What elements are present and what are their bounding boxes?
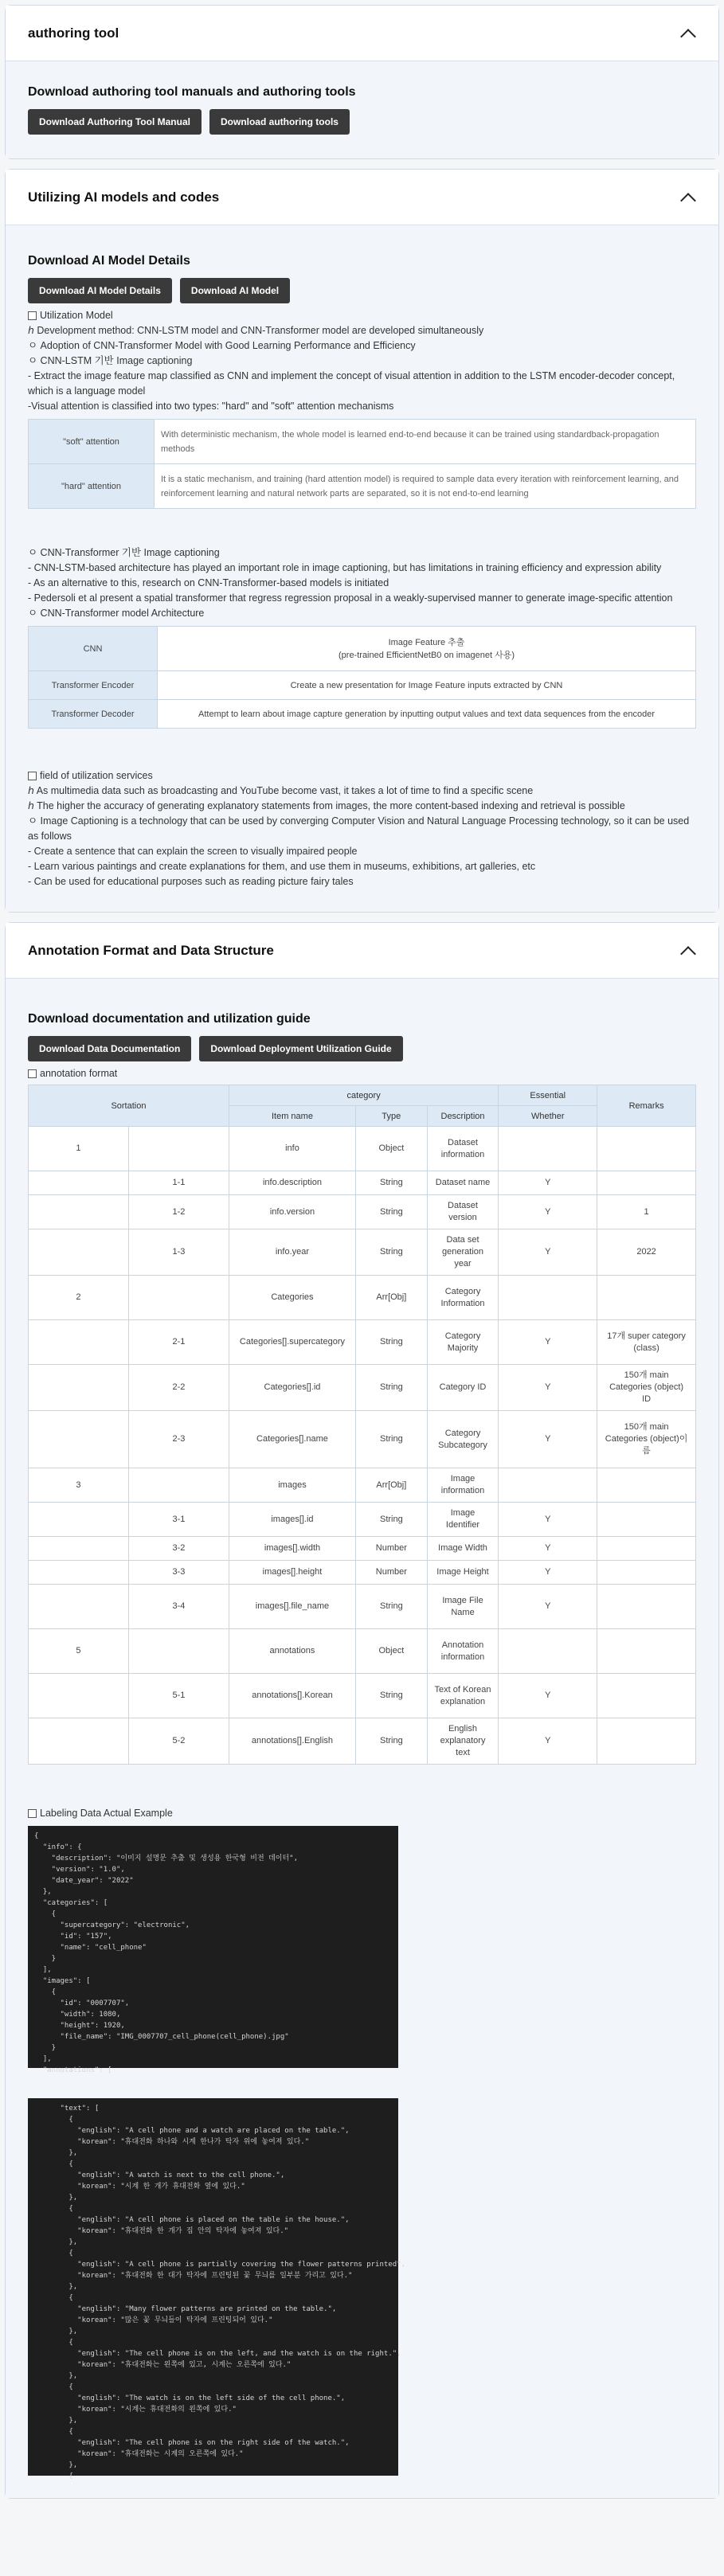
description-cell: Data set generation year (427, 1229, 499, 1276)
essential-cell: Y (499, 1195, 597, 1229)
type-cell: String (356, 1365, 428, 1411)
remarks-cell: 150개 main Categories (object) ID (597, 1365, 696, 1411)
code-line: }, (34, 2328, 78, 2336)
table-row (29, 1561, 696, 1585)
item-name-cell: annotations (229, 1629, 355, 1674)
section-heading: Download authoring tool manuals and authoring tools (28, 85, 356, 99)
description-cell: English explanatory text (427, 1718, 499, 1765)
item-name-cell: info.description (229, 1171, 355, 1195)
download-manual-button[interactable]: Download Authoring Tool Manual (28, 109, 202, 135)
header-category: category (229, 1085, 498, 1106)
description-cell: Dataset version (427, 1195, 499, 1229)
sortation-cell: 3 (29, 1468, 129, 1503)
arch-value-line: (pre-trained EfficientNetB0 on imagenet 사용) (339, 650, 515, 660)
text-line: - Create a sentence that can explain the screen to visually impaired people (28, 846, 358, 857)
table-row (29, 1276, 696, 1320)
download-model-button[interactable]: Download AI Model (180, 278, 290, 303)
essential-cell: Y (499, 1503, 597, 1537)
essential-cell: Y (499, 1718, 597, 1765)
sub-sortation-cell (128, 1629, 229, 1674)
table-row (29, 700, 696, 729)
essential-cell (499, 1127, 597, 1171)
section-heading: Download AI Model Details (28, 254, 190, 268)
sortation-cell: 1 (29, 1127, 129, 1171)
chevron-up-icon[interactable] (679, 189, 697, 206)
remarks-cell (597, 1585, 696, 1629)
code-line: "images": [ (34, 1977, 91, 1985)
header-item-name: Item name (229, 1106, 355, 1127)
code-line: "english": "A cell phone is partially covering the flower patterns printed", (34, 2261, 405, 2269)
code-line: "categories": [ (34, 1899, 108, 1907)
section-title: authoring tool (28, 25, 119, 41)
code-line: "supercategory": "electronic", (34, 1921, 190, 1929)
chevron-up-icon[interactable] (679, 942, 697, 960)
description-cell: Category Information (427, 1276, 499, 1320)
text-line: ℎ Development method: CNN-LSTM model and CNN-Transformer model are developed simultaneously (28, 325, 484, 336)
sub-sortation-cell (128, 1468, 229, 1503)
sub-sortation-cell: 3-4 (128, 1585, 229, 1629)
item-name-cell: images[].height (229, 1561, 355, 1585)
attention-label: "soft" attention (29, 420, 155, 464)
code-line: }, (34, 1888, 52, 1896)
description-cell: Category ID (427, 1365, 499, 1411)
code-line: { (34, 1910, 57, 1918)
table-row (29, 464, 696, 509)
sub-sortation-cell: 1-3 (128, 1229, 229, 1276)
code-line: { (34, 2205, 73, 2213)
code-line: "korean": "시계는 휴대전화의 왼쪽에 있다." (34, 2406, 237, 2414)
item-name-cell: Categories[].id (229, 1365, 355, 1411)
code-line: { (34, 2116, 73, 2124)
section-header[interactable] (6, 6, 718, 61)
description-cell: Image information (427, 1468, 499, 1503)
section-header[interactable] (6, 923, 718, 979)
remarks-cell: 17개 super category (class) (597, 1320, 696, 1365)
sortation-cell (29, 1585, 129, 1629)
code-line: { (34, 1832, 39, 1840)
table-row (29, 1127, 696, 1171)
chevron-up-icon[interactable] (679, 25, 697, 42)
sortation-cell (29, 1171, 129, 1195)
sortation-cell (29, 1229, 129, 1276)
arch-label: Transformer Decoder (29, 700, 158, 729)
download-documentation-button[interactable]: Download Data Documentation (28, 1036, 191, 1061)
code-block (28, 2098, 405, 2480)
item-name-cell: Categories[].name (229, 1411, 355, 1468)
code-line: "id": "157", (34, 1933, 112, 1941)
type-cell: String (356, 1585, 428, 1629)
attention-value: With deterministic mechanism, the whole model is learned end-to-end because it can be trained using standardback-propagation methods (155, 420, 696, 464)
code-line: "english": "A watch is next to the cell phone.", (34, 2171, 285, 2179)
text-line: ㅇ CNN-Transformer model Architecture (28, 608, 205, 619)
checkbox[interactable] (28, 1069, 37, 1078)
code-line: "korean": "휴대전화 하나와 시계 한나가 탁자 위에 놓여져 있다." (34, 2138, 310, 2146)
code-line: }, (34, 2283, 78, 2291)
sortation-cell (29, 1195, 129, 1229)
header-type: Type (356, 1106, 428, 1127)
authoring-tool-section (5, 5, 719, 159)
code-line: "id": "0007707", (34, 1999, 130, 2007)
section-header[interactable] (6, 170, 718, 225)
download-tools-button[interactable]: Download authoring tools (209, 109, 350, 135)
code-line: }, (34, 2372, 78, 2380)
essential-cell: Y (499, 1171, 597, 1195)
item-name-cell: Categories[].supercategory (229, 1320, 355, 1365)
type-cell: String (356, 1195, 428, 1229)
item-name-cell: info.year (229, 1229, 355, 1276)
code-line: "korean": "휴대전화는 시계의 오른쪽에 있다." (34, 2450, 244, 2458)
code-line: "english": "The cell phone is on the left, and the watch is on the right.", (34, 2350, 401, 2358)
item-name-cell: annotations[].Korean (229, 1674, 355, 1718)
remarks-cell (597, 1276, 696, 1320)
header-whether: Whether (499, 1106, 597, 1127)
download-model-details-button[interactable]: Download AI Model Details (28, 278, 172, 303)
remarks-cell (597, 1561, 696, 1585)
utilization-model-checkbox-row[interactable] (28, 308, 696, 323)
sub-sortation-cell: 5-2 (128, 1718, 229, 1765)
code-line: "korean": "휴대전화 한 대가 탁자에 프린팅된 꽃 무늬를 일부분 가리고 있다." (34, 2272, 353, 2280)
description-cell: Image File Name (427, 1585, 499, 1629)
description-cell: Dataset name (427, 1171, 499, 1195)
table-row (29, 1229, 696, 1276)
sub-sortation-cell (128, 1127, 229, 1171)
text-line: - Learn various paintings and create explanations for them, and use them in museums, exhibitions, art galleries, etc (28, 861, 536, 872)
code-line: "info": { (34, 1843, 82, 1851)
code-line: "file_name": "IMG_0007707_cell_phone(cell_phone).jpg" (34, 2033, 289, 2041)
table-row (29, 1320, 696, 1365)
essential-cell: Y (499, 1585, 597, 1629)
type-cell: String (356, 1674, 428, 1718)
attention-value: It is a static mechanism, and training (hard attention model) is required to sample data every iteration with reinforcement learning, and reinforcement learning and natural network parts are separated, so it is not end-to-end learning (155, 464, 696, 509)
remarks-cell (597, 1503, 696, 1537)
sortation-cell (29, 1718, 129, 1765)
essential-cell (499, 1629, 597, 1674)
text-line: - Extract the image feature map classified as CNN and implement the concept of visual attention in addition to the LSTM encoder-decoder concept, which is a language model (28, 370, 675, 397)
essential-cell: Y (499, 1229, 597, 1276)
type-cell: Object (356, 1127, 428, 1171)
code-line: "text": [ (34, 2105, 100, 2113)
code-line: { (34, 2472, 73, 2480)
annotation-format-section (5, 922, 719, 2499)
text-line: ㅇ CNN-LSTM 기반 Image captioning (28, 355, 193, 366)
text-line: ℎ The higher the accuracy of generating explanatory statements from images, the more content-based indexing and retrieval is possible (28, 800, 625, 811)
sortation-cell: 5 (29, 1629, 129, 1674)
arch-value: Create a new presentation for Image Feature inputs extracted by CNN (158, 671, 696, 700)
code-line: "annotations": [ (34, 2066, 112, 2074)
sub-sortation-cell: 3-2 (128, 1537, 229, 1561)
type-cell: Number (356, 1561, 428, 1585)
code-line: }, (34, 2149, 78, 2157)
remarks-cell (597, 1718, 696, 1765)
description-cell: Dataset information (427, 1127, 499, 1171)
architecture-table (28, 626, 696, 729)
table-row (29, 1629, 696, 1674)
essential-cell: Y (499, 1365, 597, 1411)
item-name-cell: annotations[].English (229, 1718, 355, 1765)
attention-label: "hard" attention (29, 464, 155, 509)
essential-cell: Y (499, 1561, 597, 1585)
sub-sortation-cell: 2-2 (128, 1365, 229, 1411)
description-cell: Image Identifier (427, 1503, 499, 1537)
text-line: - As an alternative to this, research on CNN-Transformer-based models is initiated (28, 577, 389, 588)
code-line: "name": "cell_phone" (34, 1944, 147, 1952)
section-heading: Download documentation and utilization guide (28, 1012, 311, 1026)
sub-sortation-cell: 2-3 (128, 1411, 229, 1468)
code-line: "korean": "시계 한 개가 휴대전화 옆에 있다." (34, 2183, 245, 2191)
essential-cell: Y (499, 1411, 597, 1468)
sub-sortation-cell: 2-1 (128, 1320, 229, 1365)
checkbox-label: Utilization Model (40, 310, 113, 321)
item-name-cell: images[].file_name (229, 1585, 355, 1629)
code-line: "korean": "많은 꽃 무늬들이 탁자에 프린팅되어 있다." (34, 2316, 273, 2324)
code-line: } (34, 1955, 57, 1963)
code-line: }, (34, 2194, 78, 2202)
type-cell: Number (356, 1537, 428, 1561)
table-row (29, 1411, 696, 1468)
code-line: "korean": "휴대전화 한 개가 집 안의 탁자에 놓여져 있다." (34, 2227, 289, 2235)
text-line: ℎ As multimedia data such as broadcasting and YouTube become vast, it takes a lot of time to find a specific scene (28, 785, 534, 796)
text-line: ㅇ CNN-Transformer 기반 Image captioning (28, 547, 220, 558)
sortation-cell (29, 1411, 129, 1468)
code-line: "width": 1080, (34, 2011, 121, 2019)
text-line: -Visual attention is classified into two types: "hard" and "soft" attention mechanisms (28, 401, 394, 412)
arch-value (158, 627, 696, 671)
utilization-description (28, 784, 696, 889)
description-cell: Text of Korean explanation (427, 1674, 499, 1718)
table-row (29, 420, 696, 464)
checkbox[interactable] (28, 772, 37, 780)
header-remarks: Remarks (597, 1085, 696, 1127)
transformer-description (28, 545, 696, 621)
sortation-cell (29, 1365, 129, 1411)
code-line: "english": "A cell phone is placed on the table in the house.", (34, 2216, 350, 2224)
sub-sortation-cell: 5-1 (128, 1674, 229, 1718)
code-line: }, (34, 2238, 78, 2246)
essential-cell (499, 1276, 597, 1320)
remarks-cell: 2022 (597, 1229, 696, 1276)
model-description (28, 323, 696, 414)
item-name-cell: info (229, 1127, 355, 1171)
remarks-cell (597, 1127, 696, 1171)
code-line: { (34, 2339, 73, 2347)
labeling-example-checkbox-row[interactable] (28, 1806, 696, 1821)
code-block (28, 1826, 398, 2074)
header-sortation: Sortation (29, 1085, 229, 1127)
code-line: { (34, 1988, 57, 1996)
table-row (29, 627, 696, 671)
arch-value: Attempt to learn about image capture generation by inputting output values and text data sequences from the encoder (158, 700, 696, 729)
code-line: "english": "The cell phone is on the right side of the watch.", (34, 2439, 350, 2447)
essential-cell (499, 1468, 597, 1503)
remarks-cell (597, 1629, 696, 1674)
remarks-cell: 1 (597, 1195, 696, 1229)
text-line: ㅇ Image Captioning is a technology that can be used by converging Computer Vision and Natural Language Processing technology, so it can be used as follows (28, 815, 690, 842)
description-cell: Category Majority (427, 1320, 499, 1365)
remarks-cell (597, 1171, 696, 1195)
code-line: } (34, 2044, 57, 2052)
section-title: Utilizing AI models and codes (28, 189, 220, 205)
checkbox-label: field of utilization services (40, 770, 153, 781)
code-line: }, (34, 2417, 78, 2425)
code-line: ], (34, 1966, 52, 1974)
arch-label: CNN (29, 627, 158, 671)
type-cell: String (356, 1229, 428, 1276)
arch-value-line: Image Feature 추출 (388, 637, 465, 647)
code-line: { (34, 2294, 73, 2302)
table-row (29, 1585, 696, 1629)
table-row (29, 1537, 696, 1561)
text-line: - CNN-LSTM-based architecture has played an important role in image captioning, but has limitations in training efficiency and expression ability (28, 562, 662, 573)
remarks-cell (597, 1468, 696, 1503)
essential-cell: Y (499, 1320, 597, 1365)
annotation-format-checkbox-row[interactable] (28, 1066, 696, 1081)
code-line: "english": "A cell phone and a watch are placed on the table.", (34, 2127, 350, 2135)
table-row (29, 1365, 696, 1411)
sortation-cell (29, 1561, 129, 1585)
sortation-cell (29, 1537, 129, 1561)
code-line: "date_year": "2022" (34, 1877, 134, 1885)
code-line: }, (34, 2461, 78, 2469)
sortation-cell (29, 1503, 129, 1537)
text-line: - Can be used for educational purposes such as reading picture fairy tales (28, 876, 354, 887)
download-guide-button[interactable]: Download Deployment Utilization Guide (199, 1036, 402, 1061)
type-cell: String (356, 1411, 428, 1468)
code-line: "english": "The watch is on the left side of the cell phone.", (34, 2394, 346, 2402)
type-cell: Object (356, 1629, 428, 1674)
section-title: Annotation Format and Data Structure (28, 942, 274, 958)
sub-sortation-cell (128, 1276, 229, 1320)
type-cell: String (356, 1718, 428, 1765)
table-row (29, 671, 696, 700)
header-essential: Essential (499, 1085, 597, 1106)
checkbox[interactable] (28, 1809, 37, 1818)
sortation-cell (29, 1674, 129, 1718)
code-line: "korean": "휴대전화는 왼쪽에 있고, 시계는 오른쪽에 있다." (34, 2361, 292, 2369)
attention-table (28, 419, 696, 509)
table-row (29, 1171, 696, 1195)
item-name-cell: images[].width (229, 1537, 355, 1561)
table-row (29, 1674, 696, 1718)
remarks-cell (597, 1674, 696, 1718)
sortation-cell (29, 1320, 129, 1365)
type-cell: String (356, 1320, 428, 1365)
sub-sortation-cell: 1-2 (128, 1195, 229, 1229)
table-row (29, 1468, 696, 1503)
code-line: "height": 1920, (34, 2022, 125, 2030)
code-line: ], (34, 2055, 52, 2063)
type-cell: Arr[Obj] (356, 1276, 428, 1320)
annotation-format-table (28, 1085, 696, 1765)
essential-cell: Y (499, 1537, 597, 1561)
table-header-row (29, 1085, 696, 1106)
ai-models-section (5, 169, 719, 913)
description-cell: Image Width (427, 1537, 499, 1561)
sub-sortation-cell: 1-1 (128, 1171, 229, 1195)
essential-cell: Y (499, 1674, 597, 1718)
item-name-cell: images[].id (229, 1503, 355, 1537)
code-line: "english": "Many flower patterns are printed on the table.", (34, 2305, 337, 2313)
utilization-field-checkbox-row[interactable] (28, 768, 696, 784)
type-cell: String (356, 1503, 428, 1537)
item-name-cell: images (229, 1468, 355, 1503)
description-cell: Annotation information (427, 1629, 499, 1674)
table-row (29, 1718, 696, 1765)
sub-sortation-cell: 3-3 (128, 1561, 229, 1585)
remarks-cell (597, 1537, 696, 1561)
sub-sortation-cell: 3-1 (128, 1503, 229, 1537)
sortation-cell: 2 (29, 1276, 129, 1320)
item-name-cell: info.version (229, 1195, 355, 1229)
code-line: "version": "1.0", (34, 1866, 125, 1874)
checkbox-label: Labeling Data Actual Example (40, 1808, 173, 1819)
checkbox-label: annotation format (40, 1068, 118, 1079)
remarks-cell: 150개 main Categories (object)이름 (597, 1411, 696, 1468)
code-line: "description": "이미지 설명문 추출 및 생성용 한국형 비전 데이터", (34, 1855, 299, 1863)
checkbox[interactable] (28, 311, 37, 320)
table-row (29, 1503, 696, 1537)
type-cell: Arr[Obj] (356, 1468, 428, 1503)
description-cell: Category Subcategory (427, 1411, 499, 1468)
code-line: { (34, 2428, 73, 2436)
description-cell: Image Height (427, 1561, 499, 1585)
header-description: Description (427, 1106, 499, 1127)
text-line: - Pedersoli et al present a spatial transformer that regress regression proposal in a weakly-supervised manner to generate image-specific attention (28, 592, 673, 604)
item-name-cell: Categories (229, 1276, 355, 1320)
code-line: { (34, 2160, 73, 2168)
table-row (29, 1195, 696, 1229)
code-line: { (34, 2383, 73, 2391)
type-cell: String (356, 1171, 428, 1195)
text-line: ㅇ Adoption of CNN-Transformer Model with Good Learning Performance and Efficiency (28, 340, 416, 351)
code-line: { (34, 2250, 73, 2257)
arch-label: Transformer Encoder (29, 671, 158, 700)
